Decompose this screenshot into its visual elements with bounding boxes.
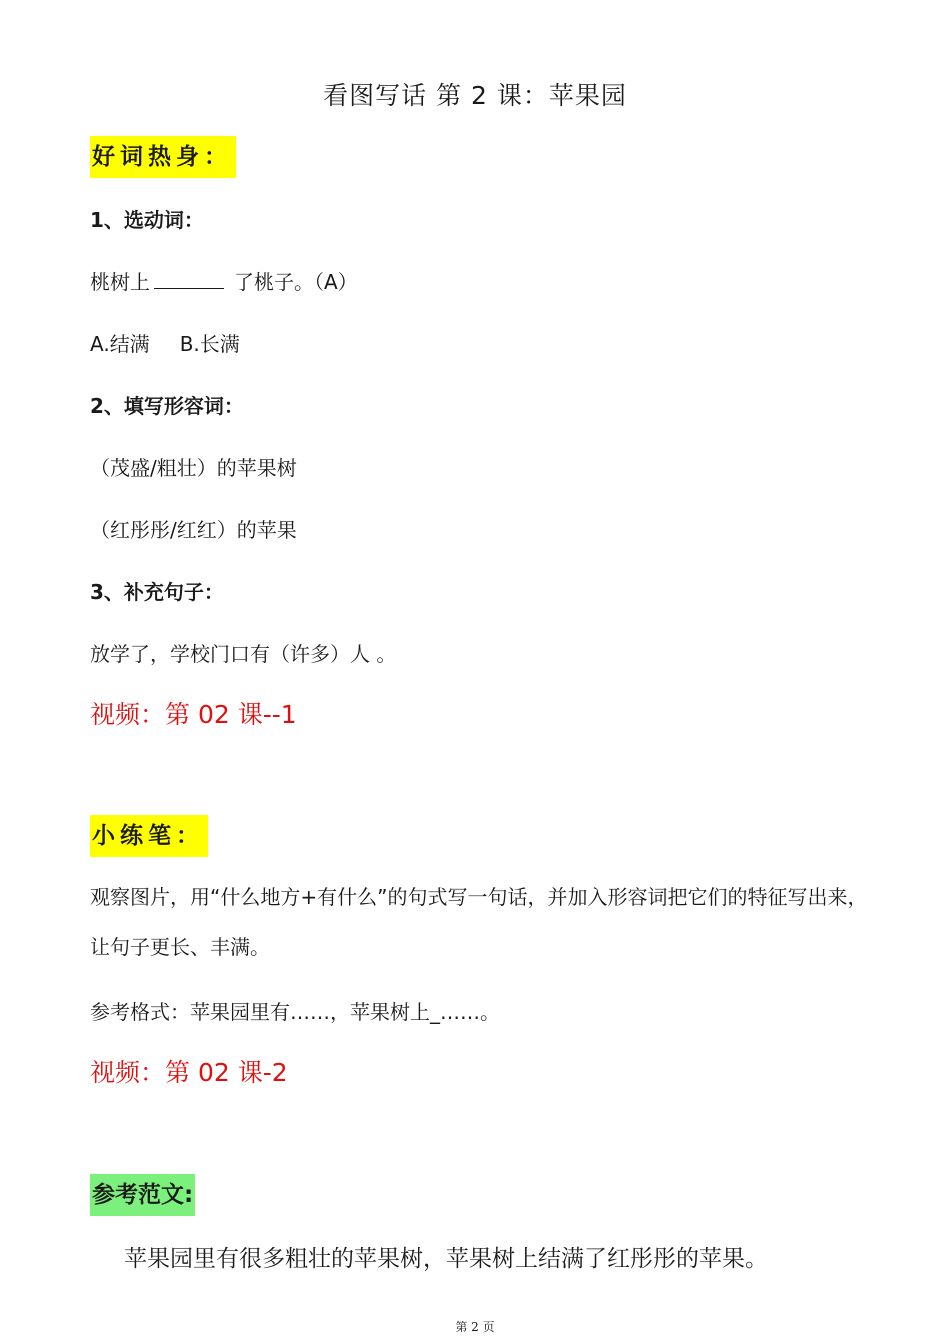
question-2-line-1: （茂盛/粗壮）的苹果树: [90, 456, 297, 480]
video-link-1[interactable]: 视频：第 02 课--1: [90, 700, 297, 729]
page-number: 第 2 页: [455, 1320, 495, 1334]
question-3-label: 3、补充句子：: [90, 580, 224, 604]
option-a: A.结满: [90, 332, 150, 356]
question-3-sentence: 放学了，学校门口有（许多）人 。: [90, 642, 397, 666]
answer-blank: [154, 268, 224, 289]
question-1-after: 了桃子。（A）: [234, 270, 358, 294]
practice-instruction: 观察图片，用“什么地方+有什么”的句式写一句话，并加入形容词把它们的特征写出来，让句子更长、丰满。: [90, 885, 868, 959]
question-1-label: 1、选动词：: [90, 208, 204, 232]
question-1-options: [90, 328, 240, 357]
practice-heading: 小练笔：: [90, 815, 208, 857]
reference-format: 参考格式：苹果园里有……，苹果树上_……。: [90, 1000, 500, 1024]
page-title: 看图写话 第 2 课：苹果园: [323, 81, 627, 110]
question-2-line-2: （红彤彤/红红）的苹果: [90, 518, 297, 542]
video-link-2[interactable]: 视频：第 02 课-2: [90, 1058, 288, 1087]
sample-heading: 参考范文:: [90, 1174, 195, 1216]
question-1-sentence: [90, 266, 358, 295]
option-b: B.长满: [179, 332, 240, 356]
sample-essay: 苹果园里有很多粗壮的苹果树，苹果树上结满了红彤彤的苹果。: [124, 1246, 768, 1272]
warmup-heading: 好词热身：: [90, 136, 236, 178]
question-1-before: 桃树上: [90, 270, 150, 294]
question-2-label: 2、填写形容词：: [90, 394, 244, 418]
